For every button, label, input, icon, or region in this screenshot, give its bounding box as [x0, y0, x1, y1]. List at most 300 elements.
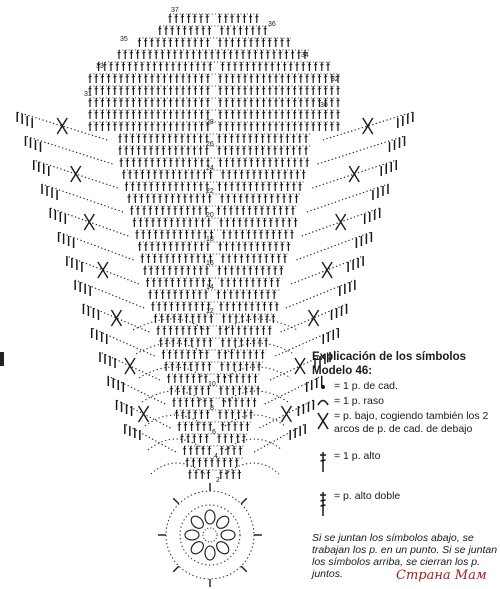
- treble-bar: [256, 112, 259, 113]
- treble-bar: [132, 160, 135, 161]
- treble-bar: [101, 124, 104, 125]
- treble-bar: [296, 172, 299, 173]
- treble-bar: [250, 100, 253, 101]
- treble-bar: [275, 220, 278, 221]
- chain-arc: [225, 367, 291, 378]
- treble-bar: [203, 172, 206, 173]
- row-number: 14: [206, 284, 214, 291]
- treble-bar: [266, 52, 269, 53]
- treble-bar: [246, 424, 249, 425]
- treble-bar: [162, 148, 165, 149]
- treble-bar: [249, 148, 252, 149]
- treble-bar: [177, 196, 180, 197]
- treble-bar: [155, 208, 158, 209]
- treble-bar: [292, 184, 295, 185]
- treble-bar: [162, 184, 165, 185]
- treble-bar: [179, 400, 182, 401]
- treble-bar: [233, 424, 236, 425]
- treble-bar: [277, 256, 280, 257]
- treble-bar: [283, 64, 286, 65]
- treble-bar: [224, 16, 227, 17]
- treble-bar: [206, 328, 209, 329]
- treble-bar: [299, 160, 302, 161]
- treble-bar: [223, 208, 226, 209]
- treble-bar: [175, 244, 178, 245]
- treble-bar: [228, 232, 231, 233]
- treble-bar: [287, 244, 290, 245]
- treble-bar: [267, 136, 270, 137]
- treble-bar: [138, 40, 141, 41]
- treble-bar: [273, 148, 276, 149]
- treble-bar: [218, 352, 221, 353]
- treble-bar: [230, 148, 233, 149]
- treble-bar: [226, 304, 229, 305]
- treble-bar: [225, 244, 228, 245]
- motif-spoke: [241, 498, 247, 504]
- treble-bar: [204, 292, 207, 293]
- treble-bar: [131, 148, 134, 149]
- treble-bar: [165, 64, 168, 65]
- treble-bar: [202, 364, 205, 365]
- treble-bar: [244, 388, 247, 389]
- treble-bar: [249, 184, 252, 185]
- treble-bar: [220, 448, 223, 449]
- treble-bar: [306, 160, 309, 161]
- row-number: 31: [84, 91, 92, 98]
- treble-bar: [207, 304, 210, 305]
- treble-bar: [283, 256, 286, 257]
- treble-bar: [199, 184, 202, 185]
- chain-diagonal: [59, 232, 134, 260]
- crossed-x-mark: [125, 358, 135, 374]
- legend-title: Explicación de los símbolos: [312, 351, 467, 363]
- treble-bar: [169, 244, 172, 245]
- crop-mark: [0, 352, 4, 366]
- treble-bar: [200, 76, 203, 77]
- treble-bar: [138, 244, 141, 245]
- treble-bar: [122, 172, 125, 173]
- treble-bar: [140, 196, 143, 197]
- treble-bar: [249, 40, 252, 41]
- treble-bar: [198, 292, 201, 293]
- treble-bar: [190, 256, 193, 257]
- treble-bar: [156, 268, 159, 269]
- treble-bar: [257, 28, 260, 29]
- treble-bar: [261, 268, 264, 269]
- treble-bar: [171, 196, 174, 197]
- treble-bar: [287, 100, 290, 101]
- treble-bar: [196, 340, 199, 341]
- treble-bar: [119, 124, 122, 125]
- treble-bar: [164, 28, 167, 29]
- treble-bar: [324, 124, 327, 125]
- treble-bar: [282, 196, 285, 197]
- chain-arc: [145, 415, 205, 426]
- treble-bar: [200, 112, 203, 113]
- treble-bar: [118, 136, 121, 137]
- row-number: 6: [212, 429, 216, 436]
- treble-bar: [175, 124, 178, 125]
- treble-bar: [219, 244, 222, 245]
- treble-bar: [238, 388, 241, 389]
- treble-bar: [132, 76, 135, 77]
- treble-bar: [231, 412, 234, 413]
- chain-arc: [225, 391, 288, 402]
- treble-bar: [251, 28, 254, 29]
- treble-bar: [204, 376, 207, 377]
- treble-bar: [229, 376, 232, 377]
- treble-bar: [199, 352, 202, 353]
- treble-bar: [149, 148, 152, 149]
- treble-bar: [162, 268, 165, 269]
- treble-bar: [280, 40, 283, 41]
- row-number: 10: [208, 381, 216, 388]
- treble-bar: [144, 160, 147, 161]
- treble-bar: [143, 208, 146, 209]
- treble-bar: [126, 124, 129, 125]
- motif-petal: [205, 546, 215, 560]
- treble-bar: [299, 112, 302, 113]
- treble-bar: [219, 304, 222, 305]
- treble-bar: [209, 424, 212, 425]
- treble-bar: [195, 364, 198, 365]
- treble-bar: [95, 124, 98, 125]
- treble-bar: [101, 100, 104, 101]
- treble-bar: [243, 16, 246, 17]
- treble-bar: [188, 76, 191, 77]
- crossed-x-mark: [281, 406, 291, 422]
- treble-bar: [271, 172, 274, 173]
- treble-bar: [130, 52, 133, 53]
- treble-bar: [236, 436, 239, 437]
- treble-bar: [197, 172, 200, 173]
- treble-bar: [137, 136, 140, 137]
- treble-bar: [205, 436, 208, 437]
- treble-bar: [265, 340, 268, 341]
- treble-bar: [199, 148, 202, 149]
- treble-bar: [190, 424, 193, 425]
- treble-bar: [219, 100, 222, 101]
- treble-bar: [199, 136, 202, 137]
- treble-bar: [262, 100, 265, 101]
- treble-bar: [262, 112, 265, 113]
- treble-bar: [163, 76, 166, 77]
- treble-bar: [206, 100, 209, 101]
- treble-bar: [181, 268, 184, 269]
- treble-bar: [248, 52, 251, 53]
- treble-bar: [132, 100, 135, 101]
- treble-bar: [157, 328, 160, 329]
- treble-bar: [232, 304, 235, 305]
- treble-bar: [125, 148, 128, 149]
- treble-bar: [196, 280, 199, 281]
- treble-bar: [253, 400, 256, 401]
- treble-bar: [131, 184, 134, 185]
- treble-bar: [196, 64, 199, 65]
- motif-petal: [221, 530, 235, 540]
- treble-bar: [312, 124, 315, 125]
- treble-bar: [144, 88, 147, 89]
- treble-bar: [243, 412, 246, 413]
- legend-text: = 1 p. de cad.: [334, 380, 398, 392]
- treble-bar: [126, 76, 129, 77]
- treble-bar: [236, 268, 239, 269]
- treble-bar: [244, 220, 247, 221]
- treble-bar: [144, 100, 147, 101]
- chart-chain-arcs: [133, 319, 297, 474]
- chain-diagonal: [307, 184, 388, 212]
- row-number: 30: [320, 102, 328, 109]
- treble-bar: [252, 256, 255, 257]
- treble-bar: [226, 220, 229, 221]
- crossed-x-mark: [309, 310, 319, 326]
- treble-bar: [253, 232, 256, 233]
- treble-bar: [158, 28, 161, 29]
- treble-bar: [312, 88, 315, 89]
- treble-bar: [242, 208, 245, 209]
- treble-bar: [200, 412, 203, 413]
- treble-bar: [187, 40, 190, 41]
- treble-bar: [175, 40, 178, 41]
- treble-bar: [224, 436, 227, 437]
- crossed-x-mark: [295, 358, 305, 374]
- treble-bar: [150, 124, 153, 125]
- treble-bar: [225, 160, 228, 161]
- treble-bar: [188, 244, 191, 245]
- treble-bar: [181, 244, 184, 245]
- legend-row-treble: [312, 450, 498, 474]
- treble-bar: [165, 196, 168, 197]
- treble-bar: [267, 148, 270, 149]
- treble-bar: [232, 220, 235, 221]
- treble-bar: [144, 124, 147, 125]
- treble-bar: [153, 172, 156, 173]
- treble-bar: [173, 232, 176, 233]
- treble-bar: [219, 160, 222, 161]
- treble-bar: [254, 292, 257, 293]
- treble-bar: [267, 268, 270, 269]
- treble-bar: [250, 328, 253, 329]
- treble-bar: [293, 160, 296, 161]
- treble-bar: [149, 208, 152, 209]
- treble-bar: [126, 100, 129, 101]
- treble-bar: [252, 172, 255, 173]
- treble-bar: [254, 208, 257, 209]
- treble-bar: [189, 28, 192, 29]
- treble-bar: [231, 244, 234, 245]
- treble-bar: [256, 124, 259, 125]
- treble-bar: [122, 64, 125, 65]
- treble-bar: [144, 112, 147, 113]
- treble-bar: [218, 268, 221, 269]
- treble-bar: [220, 28, 223, 29]
- treble-bar: [256, 160, 259, 161]
- treble-bar: [241, 232, 244, 233]
- legend-row-chain: [312, 380, 498, 393]
- treble-bar: [198, 208, 201, 209]
- treble-bar: [169, 112, 172, 113]
- treble-bar: [167, 376, 170, 377]
- treble-bar: [280, 136, 283, 137]
- treble-bar: [174, 148, 177, 149]
- treble-bar: [189, 280, 192, 281]
- treble-bar: [286, 184, 289, 185]
- treble-bar: [244, 304, 247, 305]
- treble-bar: [156, 40, 159, 41]
- treble-bar: [190, 172, 193, 173]
- treble-bar: [253, 316, 256, 317]
- treble-bar: [205, 268, 208, 269]
- treble-bar: [238, 304, 241, 305]
- treble-bar: [147, 172, 150, 173]
- treble-bar: [195, 28, 198, 29]
- treble-bar: [221, 172, 224, 173]
- treble-bar: [239, 28, 242, 29]
- treble-bar: [198, 376, 201, 377]
- treble-bar: [293, 76, 296, 77]
- treble-bar: [240, 172, 243, 173]
- treble-bar: [237, 100, 240, 101]
- treble-bar: [191, 400, 194, 401]
- treble-bar: [167, 208, 170, 209]
- treble-bar: [195, 448, 198, 449]
- treble-bar: [233, 364, 236, 365]
- row-number: 26: [206, 141, 214, 148]
- treble-bar: [305, 124, 308, 125]
- treble-bar: [136, 208, 139, 209]
- treble-bar: [159, 64, 162, 65]
- treble-bar: [206, 88, 209, 89]
- treble-bar: [243, 124, 246, 125]
- treble-bar: [262, 160, 265, 161]
- treble-bar: [245, 196, 248, 197]
- treble-bar: [113, 76, 116, 77]
- row-number: 37: [171, 7, 179, 14]
- treble-bar: [282, 220, 285, 221]
- treble-bar: [250, 124, 253, 125]
- treble-bar: [198, 52, 201, 53]
- treble-bar: [285, 208, 288, 209]
- treble-bar: [165, 256, 168, 257]
- treble-bar: [208, 28, 211, 29]
- treble-bar: [274, 184, 277, 185]
- treble-bar: [188, 472, 191, 473]
- treble-bar: [241, 400, 244, 401]
- legend-subtitle: Modelo 46:: [312, 365, 373, 377]
- treble-bar: [254, 376, 257, 377]
- treble-bar: [168, 16, 171, 17]
- treble-bar: [163, 244, 166, 245]
- crossed-x-icon: [312, 410, 334, 432]
- treble-bar: [192, 376, 195, 377]
- treble-bar: [189, 448, 192, 449]
- treble-bar: [187, 352, 190, 353]
- treble-bar: [183, 280, 186, 281]
- treble-bar: [251, 280, 254, 281]
- treble-bar: [258, 64, 261, 65]
- treble-bar: [280, 268, 283, 269]
- treble-bar: [194, 472, 197, 473]
- treble-bar: [194, 244, 197, 245]
- treble-bar: [182, 160, 185, 161]
- treble-bar: [170, 304, 173, 305]
- treble-bar: [181, 16, 184, 17]
- treble-bar: [185, 316, 188, 317]
- treble-bar: [304, 148, 307, 149]
- treble-bar: [289, 64, 292, 65]
- treble-bar: [188, 124, 191, 125]
- treble-bar: [126, 112, 129, 113]
- treble-bar: [171, 364, 174, 365]
- double-treble-icon: [312, 490, 334, 518]
- crossed-x-mark: [84, 214, 94, 230]
- treble-bar: [237, 160, 240, 161]
- treble-bar: [243, 268, 246, 269]
- treble-bar: [188, 100, 191, 101]
- row-number: 12: [206, 308, 214, 315]
- treble-bar: [234, 256, 237, 257]
- treble-bar: [134, 64, 137, 65]
- treble-bar: [200, 100, 203, 101]
- treble-bar: [245, 28, 248, 29]
- treble-bar: [124, 52, 127, 53]
- treble-bar: [269, 304, 272, 305]
- treble-bar: [193, 16, 196, 17]
- treble-bar: [142, 52, 145, 53]
- treble-bar: [299, 88, 302, 89]
- treble-bar: [164, 364, 167, 365]
- treble-bar: [200, 40, 203, 41]
- treble-bar: [237, 244, 240, 245]
- treble-bar: [172, 256, 175, 257]
- treble-bar: [200, 124, 203, 125]
- treble-bar: [210, 232, 213, 233]
- crossed-x-mark: [98, 262, 108, 278]
- treble-bar: [248, 376, 251, 377]
- treble-bar: [242, 292, 245, 293]
- treble-bar: [154, 232, 157, 233]
- treble-bar: [226, 448, 229, 449]
- treble-bar: [224, 184, 227, 185]
- treble-bar: [239, 364, 242, 365]
- treble-bar: [164, 304, 167, 305]
- treble-bar: [194, 112, 197, 113]
- treble-bar: [169, 88, 172, 89]
- treble-bar: [172, 340, 175, 341]
- treble-bar: [206, 112, 209, 113]
- treble-bar: [281, 112, 284, 113]
- chain-arc: [225, 415, 285, 426]
- treble-bar: [274, 124, 277, 125]
- treble-bar: [167, 292, 170, 293]
- treble-bar: [171, 64, 174, 65]
- treble-bar: [227, 256, 230, 257]
- treble-bar: [243, 76, 246, 77]
- treble-bar: [257, 220, 260, 221]
- treble-bar: [187, 184, 190, 185]
- treble-bar: [168, 352, 171, 353]
- treble-bar: [224, 148, 227, 149]
- treble-bar: [177, 364, 180, 365]
- treble-bar: [107, 124, 110, 125]
- treble-bar: [143, 184, 146, 185]
- treble-bar: [173, 376, 176, 377]
- treble-bar: [194, 40, 197, 41]
- treble-bar: [231, 40, 234, 41]
- treble-bar: [225, 412, 228, 413]
- treble-bar: [230, 268, 233, 269]
- treble-bar: [245, 280, 248, 281]
